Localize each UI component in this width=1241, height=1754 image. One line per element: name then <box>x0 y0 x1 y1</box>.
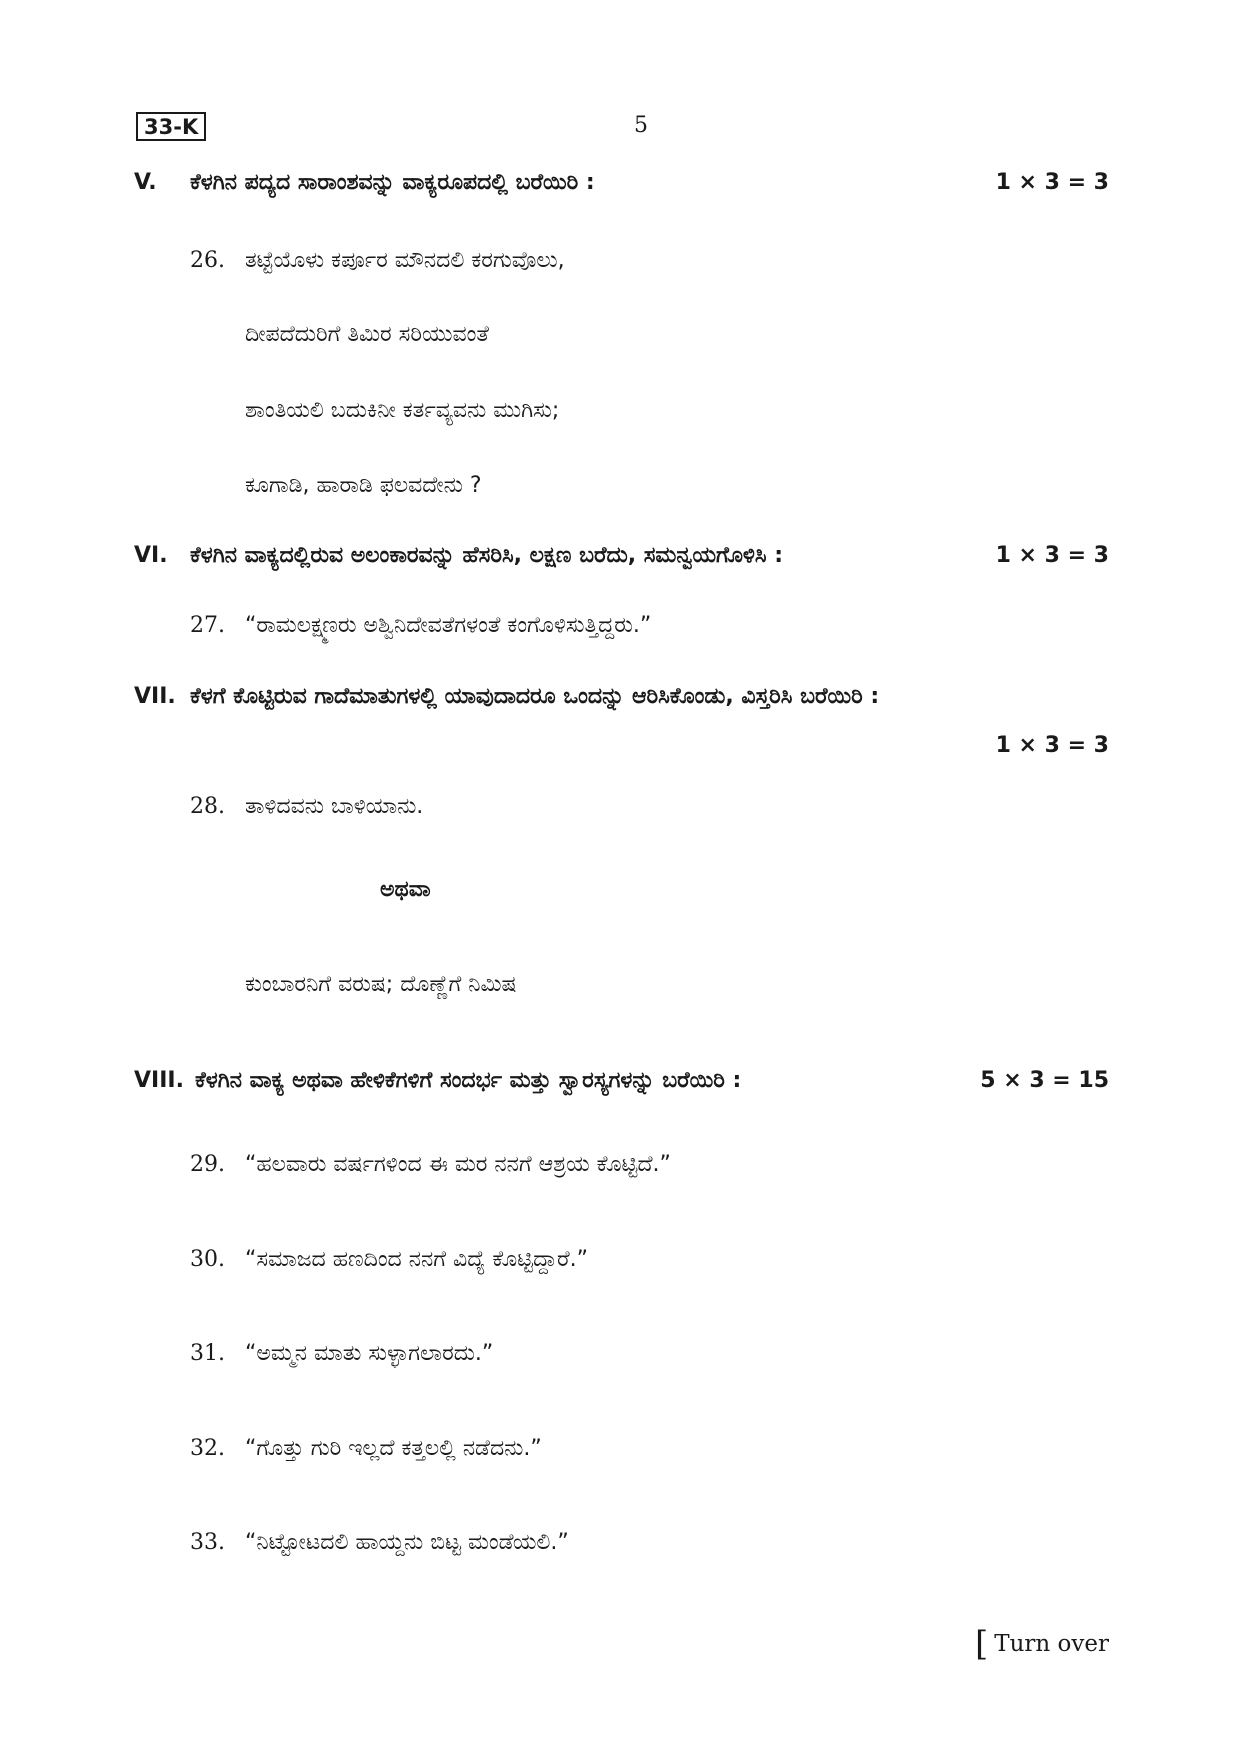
question-31-text: “ಅಮ್ಮನ ಮಾತು ಸುಳ್ಳಾಗಲಾರದು.” <box>245 1341 494 1366</box>
question-28-text: ತಾಳಿದವನು ಬಾಳಿಯಾನು. <box>245 794 424 819</box>
section-vii-marks: 1 × 3 = 3 <box>995 733 1109 758</box>
section-viii-title: ಕೆಳಗಿನ ವಾಕ್ಯ ಅಥವಾ ಹೇಳಿಕೆಗಳಿಗೆ ಸಂದರ್ಭ ಮತ್ತು ಸ್ವಾರಸ್ಯಗಳನ್ನು ಬರೆಯಿರಿ : <box>195 1068 742 1093</box>
poem-line-4: ಕೂಗಾಡಿ, ಹಾರಾಡಿ ಫಲವದೇನು ? <box>245 473 482 498</box>
section-v-title: ಕೆಳಗಿನ ಪದ್ಯದ ಸಾರಾಂಶವನ್ನು ವಾಕ್ಯರೂಪದಲ್ಲಿ ಬರೆಯಿರಿ : <box>190 170 595 195</box>
question-28-alternative: ಕುಂಬಾರನಿಗೆ ವರುಷ; ದೊಣ್ಣೆಗೆ ನಿಮಿಷ <box>245 972 517 997</box>
section-v-marks: 1 × 3 = 3 <box>995 170 1109 195</box>
section-vii-number: VII. <box>134 684 176 709</box>
turn-over-label: Turn over <box>994 1631 1109 1657</box>
question-29-number: 29. <box>190 1152 225 1177</box>
turn-over-note <box>975 1620 1109 1664</box>
poem-line-3: ಶಾಂತಿಯಲಿ ಬದುಕಿನೀ ಕರ್ತವ್ಯವನು ಮುಗಿಸು; <box>245 398 560 423</box>
question-27-number: 27. <box>190 613 225 638</box>
turn-over-bracket: [ <box>975 1624 989 1664</box>
paper-code: 33-K <box>136 112 206 141</box>
section-viii-number: VIII. <box>134 1068 184 1093</box>
question-33-number: 33. <box>190 1530 225 1555</box>
question-33-text: “ನಿಟ್ಟೋಟದಲಿ ಹಾಯ್ದನು ಬಿಟ್ಟ ಮಂಡೆಯಲಿ.” <box>245 1530 569 1555</box>
question-26-number: 26. <box>190 248 225 273</box>
section-v-number: V. <box>134 170 157 195</box>
question-28-number: 28. <box>190 794 225 819</box>
poem-line-2: ದೀಪದೆದುರಿಗೆ ತಿಮಿರ ಸರಿಯುವಂತೆ <box>245 322 489 347</box>
question-30-text: “ಸಮಾಜದ ಹಣದಿಂದ ನನಗೆ ವಿದ್ಯೆ ಕೊಟ್ಟಿದ್ದಾರೆ.” <box>245 1247 588 1272</box>
section-vi-marks: 1 × 3 = 3 <box>995 543 1109 568</box>
question-32-number: 32. <box>190 1436 225 1461</box>
section-vi-title: ಕೆಳಗಿನ ವಾಕ್ಯದಲ್ಲಿರುವ ಅಲಂಕಾರವನ್ನು ಹೆಸರಿಸಿ, ಲಕ್ಷಣ ಬರೆದು, ಸಮನ್ವಯಗೊಳಿಸಿ : <box>190 543 784 568</box>
question-30-number: 30. <box>190 1247 225 1272</box>
section-viii-marks: 5 × 3 = 15 <box>980 1068 1109 1093</box>
question-29-text: “ಹಲವಾರು ವರ್ಷಗಳಿಂದ ಈ ಮರ ನನಗೆ ಆಶ್ರಯ ಕೊಟ್ಟಿದೆ.” <box>245 1152 671 1177</box>
page-number: 5 <box>634 113 648 138</box>
question-31-number: 31. <box>190 1341 225 1366</box>
poem-line-1: ತಟ್ಟೆಯೊಳು ಕರ್ಪೂರ ಮೌನದಲಿ ಕರಗುವೊಲು, <box>245 248 565 273</box>
question-32-text: “ಗೊತ್ತು ಗುರಿ ಇಲ್ಲದೆ ಕತ್ತಲಲ್ಲಿ ನಡೆದನು.” <box>245 1436 542 1461</box>
or-label: ಅಥವಾ <box>380 877 431 902</box>
section-vi-number: VI. <box>134 543 168 568</box>
question-27-text: “ರಾಮಲಕ್ಷ್ಮಣರು ಅಶ್ವಿನಿದೇವತೆಗಳಂತೆ ಕಂಗೊಳಿಸುತ್ತಿದ್ದರು.” <box>245 613 652 638</box>
section-vii-title: ಕೆಳಗೆ ಕೊಟ್ಟಿರುವ ಗಾದೆಮಾತುಗಳಲ್ಲಿ ಯಾವುದಾದರೂ ಒಂದನ್ನು ಆರಿಸಿಕೊಂಡು, ವಿಸ್ತರಿಸಿ ಬರೆಯಿರಿ : <box>190 684 880 709</box>
